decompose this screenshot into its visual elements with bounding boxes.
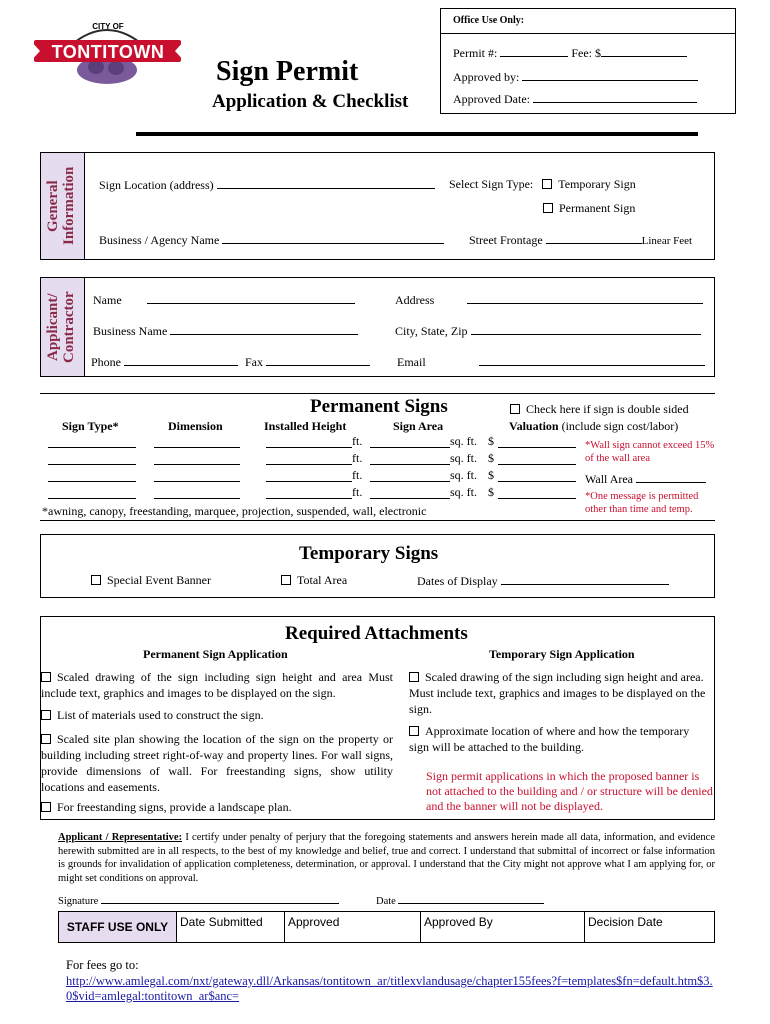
certification-body: I certify under penalty of perjury that the foregoing statements and answers herein made all data, information, and evidence herewith submitted are in all respects, to the best of my knowledge and belief, true and correct. I understand that submittal of incorrect or false information is grounds for invalidation of application completeness, determination, or approval. I understand that the City might not approve what I am applying for, or might set conditions on approval. xyxy=(58,832,715,884)
temp-item-1-text: Scaled drawing of the sign including sign height and area. Must include text, graphics and images to be displayed on the sign. xyxy=(409,670,706,716)
staff-use-table xyxy=(58,911,715,943)
date-field[interactable] xyxy=(398,894,544,904)
perm-item-1-text: Scaled drawing of the sign including sign height and area Must include text, graphics and images to be displayed on the sign. xyxy=(41,670,393,700)
business-agency-label: Business / Agency Name xyxy=(99,233,220,247)
installed-height-field[interactable] xyxy=(266,487,352,499)
installed-height-field[interactable] xyxy=(266,470,352,482)
logo-name: TONTITOWN xyxy=(51,42,165,62)
installed-height-field[interactable] xyxy=(266,436,352,448)
date-label: Date xyxy=(376,896,396,907)
one-message-note: *One message is permitted other than time and temp. xyxy=(585,491,699,515)
dimension-field[interactable] xyxy=(154,436,240,448)
special-event-banner-checkbox[interactable] xyxy=(91,575,101,585)
address-field[interactable] xyxy=(467,292,703,304)
col-sign-type: Sign Type* xyxy=(62,419,119,433)
sign-types-note: *awning, canopy, freestanding, marquee, projection, suspended, wall, electronic xyxy=(42,504,427,518)
perm-item-1-checkbox[interactable] xyxy=(41,672,51,682)
dates-of-display-label: Dates of Display xyxy=(417,574,498,588)
perm-item-2 xyxy=(41,707,393,723)
sign-type-field[interactable] xyxy=(48,436,136,448)
temp-item-2 xyxy=(409,723,709,755)
perm-item-4-text: For freestanding signs, provide a landscape plan. xyxy=(57,800,292,814)
phone-label: Phone xyxy=(91,355,121,369)
office-use-header: Office Use Only: xyxy=(453,15,525,26)
sign-type-field[interactable] xyxy=(48,470,136,482)
ft-unit: ft. xyxy=(352,485,363,499)
address-label: Address xyxy=(395,293,435,307)
valuation-note: (include sign cost/labor) xyxy=(561,419,679,433)
col-installed-height: Installed Height xyxy=(264,419,347,433)
valuation-label: Valuation xyxy=(509,419,559,433)
sign-type-field[interactable] xyxy=(48,453,136,465)
temp-app-header: Temporary Sign Application xyxy=(489,647,635,661)
ft-unit: ft. xyxy=(352,434,363,448)
sqft-unit: sq. ft. xyxy=(450,451,477,465)
dates-of-display-field[interactable] xyxy=(501,573,669,585)
permanent-sign-checkbox[interactable] xyxy=(543,203,553,213)
permanent-sign-row xyxy=(48,487,588,504)
valuation-field[interactable] xyxy=(498,436,576,448)
temp-item-1-checkbox[interactable] xyxy=(409,672,419,682)
col-sign-area: Sign Area xyxy=(393,419,444,433)
signature-label: Signature xyxy=(58,896,99,907)
dollar-sign: $ xyxy=(488,434,494,448)
business-name-label: Business Name xyxy=(93,324,168,338)
business-name-field[interactable] xyxy=(170,323,358,335)
temp-warning: Sign permit applications in which the proposed banner is not attached to the building and / or structure will be denied and the banner will not be displayed. xyxy=(426,769,713,813)
sqft-unit: sq. ft. xyxy=(450,434,477,448)
wall-area-label: Wall Area xyxy=(585,472,634,486)
applicant-section xyxy=(40,277,715,377)
fax-label: Fax xyxy=(245,355,263,369)
perm-item-1 xyxy=(41,669,393,701)
permit-number-label: Permit #: xyxy=(453,46,498,60)
dimension-field[interactable] xyxy=(154,487,240,499)
email-field[interactable] xyxy=(479,354,705,366)
approved-cell[interactable]: Approved xyxy=(285,912,421,942)
temp-item-1 xyxy=(409,669,709,717)
email-label: Email xyxy=(397,355,426,369)
temporary-signs-title: Temporary Signs xyxy=(299,543,439,564)
approved-date-label: Approved Date: xyxy=(453,92,530,106)
permanent-sign-row xyxy=(48,470,588,487)
temp-item-2-text: Approximate location of where and how the temporary sign will be attached to the building. xyxy=(409,724,690,754)
staff-use-label: STAFF USE ONLY xyxy=(59,912,177,942)
fees-label: For fees go to: xyxy=(66,958,139,972)
fax-field[interactable] xyxy=(266,354,370,366)
double-sided-label: Check here if sign is double sided xyxy=(526,402,689,416)
valuation-field[interactable] xyxy=(498,487,576,499)
ft-unit: ft. xyxy=(352,468,363,482)
street-frontage-label: Street Frontage xyxy=(469,233,543,247)
perm-item-2-checkbox[interactable] xyxy=(41,710,51,720)
dimension-field[interactable] xyxy=(154,470,240,482)
logo-top-text: CITY OF xyxy=(92,22,124,31)
temp-item-2-checkbox[interactable] xyxy=(409,726,419,736)
approved-by-label: Approved by: xyxy=(453,70,520,84)
business-agency-field[interactable] xyxy=(222,232,444,244)
office-use-box xyxy=(440,8,736,114)
wall-sign-note: *Wall sign cannot exceed 15% of the wall area xyxy=(585,440,715,464)
temporary-sign-label: Temporary Sign xyxy=(558,177,636,191)
installed-height-field[interactable] xyxy=(266,453,352,465)
approved-by-cell[interactable]: Approved By xyxy=(421,912,585,942)
title-divider xyxy=(136,132,698,136)
total-area-checkbox[interactable] xyxy=(281,575,291,585)
general-info-label: General Information xyxy=(45,166,77,246)
col-dimension: Dimension xyxy=(168,419,223,433)
permanent-sign-row xyxy=(48,453,588,470)
temporary-signs-section xyxy=(40,534,715,598)
linear-feet-label: Linear Feet xyxy=(641,235,693,247)
city-state-zip-field[interactable] xyxy=(471,323,701,335)
dollar-sign: $ xyxy=(488,485,494,499)
valuation-field[interactable] xyxy=(498,453,576,465)
approved-by-field[interactable] xyxy=(522,69,698,81)
valuation-field[interactable] xyxy=(498,470,576,482)
sign-area-field[interactable] xyxy=(370,453,450,465)
sqft-unit: sq. ft. xyxy=(450,485,477,499)
select-sign-type-label: Select Sign Type: xyxy=(449,177,534,191)
phone-field[interactable] xyxy=(124,354,238,366)
fees-link[interactable]: http://www.amlegal.com/nxt/gateway.dll/Arkansas/tontitown_ar/titlexvlandusage/chapter155fees?f=templates$fn=default.htm$3.0$vid=amlegal:tontitown_ar$anc= xyxy=(66,974,713,1003)
approved-date-field[interactable] xyxy=(533,91,697,103)
city-state-zip-label: City, State, Zip xyxy=(395,324,468,338)
wall-area-field[interactable] xyxy=(636,471,706,483)
sign-area-field[interactable] xyxy=(370,470,450,482)
sign-area-field[interactable] xyxy=(370,436,450,448)
general-info-section xyxy=(40,152,715,260)
page-subtitle: Application & Checklist xyxy=(212,91,409,112)
certification-label: Applicant / Representative: xyxy=(58,832,183,843)
dollar-sign: $ xyxy=(488,468,494,482)
perm-item-2-text: List of materials used to construct the sign. xyxy=(57,708,264,722)
dollar-sign: $ xyxy=(488,451,494,465)
name-label: Name xyxy=(93,293,122,307)
required-attachments-section xyxy=(40,616,715,820)
perm-item-4 xyxy=(41,799,393,815)
perm-item-3-text: Scaled site plan showing the location of the sign on the property or building including street right-of-way and property lines. For wall signs, provide dimensions of wall. For freestanding signs, show utility locations and easements. xyxy=(41,732,393,794)
applicant-label: Applicant/ Contractor xyxy=(45,291,77,363)
sign-location-field[interactable] xyxy=(217,177,435,189)
permit-number-field[interactable] xyxy=(500,45,568,57)
permanent-signs-title: Permanent Signs xyxy=(310,396,448,417)
perm-item-4-checkbox[interactable] xyxy=(41,802,51,812)
special-event-banner-label: Special Event Banner xyxy=(107,573,211,587)
decision-date-cell[interactable]: Decision Date xyxy=(588,915,663,929)
date-submitted-cell[interactable]: Date Submitted xyxy=(177,912,285,942)
sign-type-field[interactable] xyxy=(48,487,136,499)
sign-area-field[interactable] xyxy=(370,487,450,499)
fee-label: Fee: $ xyxy=(571,46,602,60)
permanent-sign-label: Permanent Sign xyxy=(559,201,636,215)
fee-field[interactable] xyxy=(601,45,687,57)
permanent-signs-section xyxy=(40,393,715,521)
name-field[interactable] xyxy=(147,292,355,304)
certification-text xyxy=(58,831,715,885)
perm-app-header: Permanent Sign Application xyxy=(143,647,288,661)
temporary-sign-checkbox[interactable] xyxy=(542,179,552,189)
street-frontage-field[interactable] xyxy=(546,232,642,244)
total-area-label: Total Area xyxy=(297,573,348,587)
city-logo xyxy=(30,18,185,88)
double-sided-checkbox[interactable] xyxy=(510,404,520,414)
perm-item-3 xyxy=(41,731,393,795)
required-attachments-title: Required Attachments xyxy=(285,623,468,644)
perm-item-3-checkbox[interactable] xyxy=(41,734,51,744)
signature-field[interactable] xyxy=(101,894,339,904)
permanent-sign-row xyxy=(48,436,588,453)
sign-location-label: Sign Location (address) xyxy=(99,178,214,192)
sqft-unit: sq. ft. xyxy=(450,468,477,482)
page-title: Sign Permit xyxy=(216,56,359,87)
dimension-field[interactable] xyxy=(154,453,240,465)
permanent-sign-rows xyxy=(48,436,588,504)
ft-unit: ft. xyxy=(352,451,363,465)
